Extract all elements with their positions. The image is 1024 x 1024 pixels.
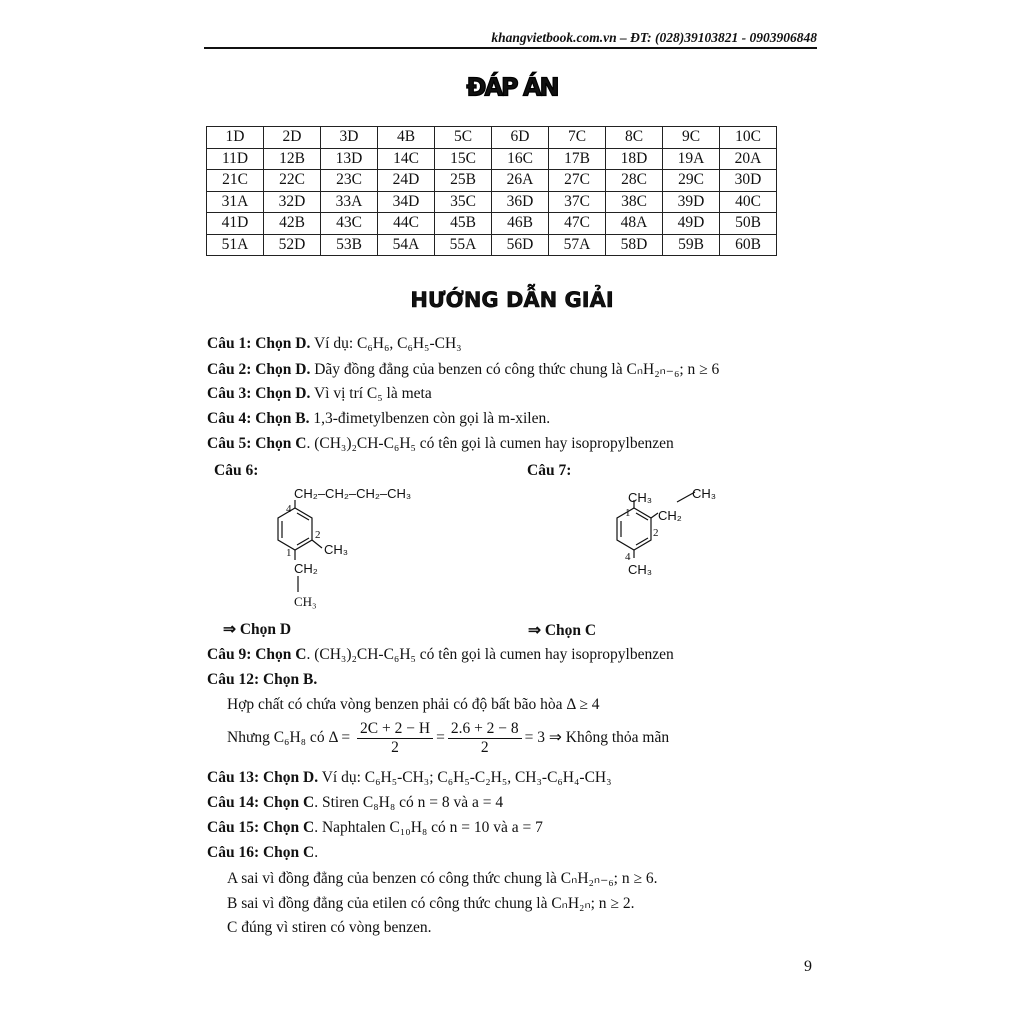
ring-number: 4 [286, 503, 292, 515]
answer-cell: 46B [492, 213, 549, 235]
answer-cell: 17B [549, 148, 606, 170]
answer-cell: 37C [549, 191, 606, 213]
answer-cell: 51A [207, 234, 264, 256]
answer-cell: 11D [207, 148, 264, 170]
q16-label: Câu 16: Chọn C [207, 844, 315, 861]
answer-cell: 53B [321, 234, 378, 256]
answer-cell: 39D [663, 191, 720, 213]
q7-pos2-ch2: CH₂ [658, 508, 682, 523]
answer-cell: 60B [720, 234, 777, 256]
q2-label: Câu 2: Chọn D. [207, 361, 311, 378]
solution-guide-title: HƯỚNG DẪN GIẢI [410, 288, 614, 312]
answer-cell: 21C [207, 170, 264, 192]
answer-cell: 31A [207, 191, 264, 213]
ring-number: 1 [286, 547, 292, 559]
q7-label: Câu 7: [527, 462, 572, 479]
benzene-ring [278, 508, 312, 550]
answer-key-title: ĐÁP ÁN [466, 72, 558, 102]
ring-number: 1 [625, 507, 631, 519]
q15-label: Câu 15: Chọn C [207, 819, 315, 836]
answer-cell: 47C [549, 213, 606, 235]
answer-cell: 18D [606, 148, 663, 170]
answer-cell: 30D [720, 170, 777, 192]
q9-text: . (CH₃)₂CH-C₆H₅ có tên gọi là cumen hay isopropylbenzen [306, 646, 674, 663]
q7-answer: ⇒ Chọn C [528, 622, 597, 639]
header-contact: khangvietbook.com.vn – ĐT: (028)39103821 - 0903906848 [491, 30, 817, 45]
q1-label: Câu 1: Chọn D. [207, 335, 311, 352]
answer-cell: 54A [378, 234, 435, 256]
answer-row [207, 213, 777, 235]
q3-text: Vì vị trí C₅ là meta [310, 385, 432, 402]
answer-cell: 8C [606, 127, 663, 149]
answer-cell: 50B [720, 213, 777, 235]
answer-cell: 19A [663, 148, 720, 170]
answer-cell: 42B [264, 213, 321, 235]
answer-cell: 4B [378, 127, 435, 149]
answer-cell: 9C [663, 127, 720, 149]
q6-pos1-ch2: CH₂ [294, 561, 318, 576]
answer-cell: 40C [720, 191, 777, 213]
answer-row [207, 234, 777, 256]
q14-label: Câu 14: Chọn C [207, 794, 315, 811]
q16-option-a: A sai vì đồng đẳng của benzen có công thức chung là CₙH₂ₙ₋₆; n ≥ 6. [227, 870, 658, 887]
q9-label: Câu 9: Chọn C [207, 646, 307, 663]
answer-cell: 36D [492, 191, 549, 213]
q5-text: . (CH₃)₂CH-C₆H₅ có tên gọi là cumen hay isopropylbenzen [306, 435, 674, 452]
answer-cell: 41D [207, 213, 264, 235]
answer-row [207, 191, 777, 213]
answer-row [207, 170, 777, 192]
answer-cell: 48A [606, 213, 663, 235]
answer-cell: 1D [207, 127, 264, 149]
answer-cell: 26A [492, 170, 549, 192]
solution-q4 [207, 410, 550, 428]
page-number: 9 [804, 958, 812, 975]
q6-pos2-methyl: CH₃ [324, 542, 349, 557]
q12-line1: Hợp chất có chứa vòng benzen phải có độ bất bão hòa Δ ≥ 4 [227, 696, 600, 713]
solution-q1 [207, 335, 462, 353]
q7-structure-diagram [600, 480, 740, 580]
answer-cell: 35C [435, 191, 492, 213]
answer-cell: 20A [720, 148, 777, 170]
q13-label: Câu 13: Chọn D. [207, 769, 319, 786]
q7-pos1-methyl: CH₃ [628, 490, 653, 505]
answer-cell: 24D [378, 170, 435, 192]
solution-q12 [207, 671, 317, 689]
fraction-formula: $\frac{2C + 2 - H}{2}$ [357, 720, 433, 757]
solution-q5 [207, 435, 674, 453]
q12-label: Câu 12: Chọn B. [207, 671, 318, 688]
answer-cell: 58D [606, 234, 663, 256]
answer-cell: 57A [549, 234, 606, 256]
answer-table [206, 126, 777, 256]
benzene-ring [617, 508, 651, 550]
solution-q16 [207, 844, 318, 862]
q6-structure-diagram [260, 478, 460, 618]
q2-text: Dãy đồng đẳng của benzen có công thức chung là CₙH₂ₙ₋₆; n ≥ 6 [310, 361, 720, 378]
answer-cell: 3D [321, 127, 378, 149]
answer-cell: 2D [264, 127, 321, 149]
solution-q15 [207, 819, 543, 837]
answer-cell: 44C [378, 213, 435, 235]
solution-q13 [207, 769, 612, 787]
answer-cell: 27C [549, 170, 606, 192]
answer-cell: 45B [435, 213, 492, 235]
q6-answer: ⇒ Chọn D [223, 621, 292, 638]
solution-q3 [207, 385, 432, 403]
answer-cell: 52D [264, 234, 321, 256]
q4-label: Câu 4: Chọn B. [207, 410, 310, 427]
answer-cell: 29C [663, 170, 720, 192]
q16-option-b: B sai vì đồng đẳng của etilen có công thức chung là CₙH₂ₙ; n ≥ 2. [227, 895, 635, 912]
q6-pos1-ch3: CH₃ [294, 594, 317, 609]
solution-q2 [207, 360, 719, 379]
answer-cell: 12B [264, 148, 321, 170]
answer-cell: 43C [321, 213, 378, 235]
solution-q9 [207, 646, 674, 664]
q5-label: Câu 5: Chọn C [207, 435, 307, 452]
q13-text: Ví dụ: C₆H₅-CH₃; C₆H₅-C₂H₅, CH₃-C₆H₄-CH₃ [318, 769, 612, 786]
answer-cell: 7C [549, 127, 606, 149]
answer-cell: 14C [378, 148, 435, 170]
answer-cell: 55A [435, 234, 492, 256]
page-header [204, 30, 817, 49]
q7-pos4-methyl: CH₃ [628, 562, 653, 577]
q16-option-c: C đúng vì stiren có vòng benzen. [227, 919, 432, 936]
ring-number: 4 [625, 551, 631, 563]
answer-cell: 6D [492, 127, 549, 149]
answer-cell: 23C [321, 170, 378, 192]
q3-label: Câu 3: Chọn D. [207, 385, 311, 402]
answer-cell: 34D [378, 191, 435, 213]
answer-cell: 33A [321, 191, 378, 213]
q4-text: 1,3-đimetylbenzen còn gọi là m-xilen. [309, 410, 551, 427]
answer-cell: 49D [663, 213, 720, 235]
ring-number: 2 [653, 527, 659, 539]
answer-cell: 59B [663, 234, 720, 256]
q12-line2: Nhưng C₆H₈ có Δ = $\frac{2C + 2 - H}{2}$ = $\frac{2.6 + 2 - 8}{2}$ = 3 ⇒ Không thỏa mãn [227, 720, 670, 756]
answer-cell: 15C [435, 148, 492, 170]
answer-cell: 22C [264, 170, 321, 192]
solution-q14 [207, 794, 503, 812]
fraction-values: $\frac{2.6 + 2 - 8}{2}$ [448, 720, 522, 757]
answer-cell: 10C [720, 127, 777, 149]
q6-label: Câu 6: [214, 462, 259, 479]
answer-cell: 32D [264, 191, 321, 213]
q14-text: . Stiren C₈H₈ có n = 8 và a = 4 [314, 794, 504, 811]
q1-text: Ví dụ: C₆H₆, C₆H₅-CH₃ [310, 335, 462, 352]
q7-pos2-ch3: CH₃ [692, 486, 717, 501]
answer-cell: 16C [492, 148, 549, 170]
answer-cell: 38C [606, 191, 663, 213]
answer-row [207, 148, 777, 170]
answer-cell: 56D [492, 234, 549, 256]
q15-text: . Naphtalen C₁₀H₈ có n = 10 và a = 7 [314, 819, 543, 836]
answer-row [207, 127, 777, 149]
ring-number: 2 [315, 529, 321, 541]
q16-text: . [314, 844, 319, 861]
answer-cell: 13D [321, 148, 378, 170]
q6-top-chain: CH₂–CH₂–CH₂–CH₃ [294, 486, 412, 501]
answer-cell: 28C [606, 170, 663, 192]
answer-cell: 25B [435, 170, 492, 192]
answer-cell: 5C [435, 127, 492, 149]
